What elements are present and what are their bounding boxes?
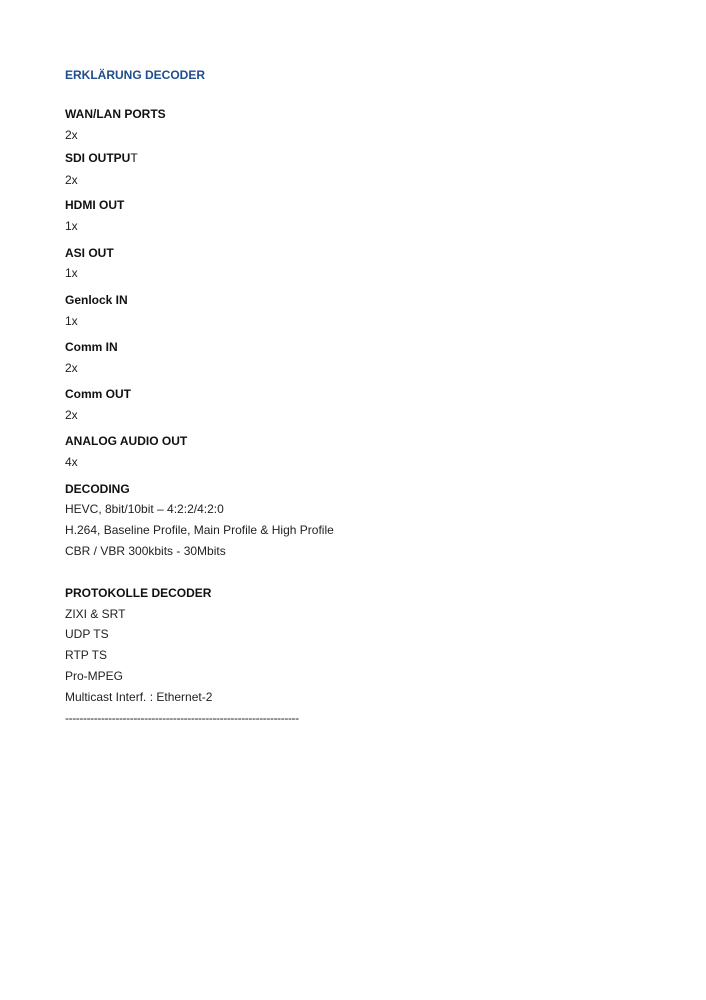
spec-value-wan-lan-ports: 2x xyxy=(65,127,78,142)
spec-label-analog-audio-out: ANALOG AUDIO OUT xyxy=(65,434,188,449)
decoding-label: DECODING xyxy=(65,481,130,496)
protocol-line-multicast: Multicast Interf. : Ethernet-2 xyxy=(65,689,213,704)
decoding-line-bitrate: CBR / VBR 300kbits - 30Mbits xyxy=(65,543,226,558)
spec-value-hdmi-out: 1x xyxy=(65,219,78,234)
spec-value-analog-audio-out: 4x xyxy=(65,455,78,470)
spec-value-genlock-in: 1x xyxy=(65,313,78,328)
spec-value-sdi-output: 2x xyxy=(65,173,78,188)
spec-label-genlock-in: Genlock IN xyxy=(65,292,128,307)
specs-list xyxy=(65,104,665,728)
spec-label-comm-out: Comm OUT xyxy=(65,387,131,402)
protocol-line-udp-ts: UDP TS xyxy=(65,627,109,642)
protocol-line-rtp-ts: RTP TS xyxy=(65,648,108,663)
protocols-label: PROTOKOLLE DECODER xyxy=(65,585,212,600)
spec-value-comm-out: 2x xyxy=(65,408,78,423)
spec-label-asi-out: ASI OUT xyxy=(65,245,114,260)
spec-label-hdmi-out: HDMI OUT xyxy=(65,198,125,213)
spec-label-wan-lan-ports: WAN/LAN PORTS xyxy=(65,107,166,121)
protocol-line-zixi-srt: ZIXI & SRT xyxy=(65,606,126,621)
spec-label-comm-in: Comm IN xyxy=(65,340,118,355)
document-title: ERKLÄRUNG DECODER xyxy=(65,68,206,82)
separator-line: ----------------------------------------------------------------- xyxy=(65,710,299,725)
spec-value-asi-out: 1x xyxy=(65,266,78,281)
spec-value-comm-in: 2x xyxy=(65,360,78,375)
decoding-line-hevc: HEVC, 8bit/10bit – 4:2:2/4:2:0 xyxy=(65,502,224,517)
decoding-line-h264: H.264, Baseline Profile, Main Profile & High Profile xyxy=(65,523,334,538)
protocol-line-pro-mpeg: Pro-MPEG xyxy=(65,668,124,683)
spec-label-sdi-output: SDI OUTPUT xyxy=(65,151,138,166)
